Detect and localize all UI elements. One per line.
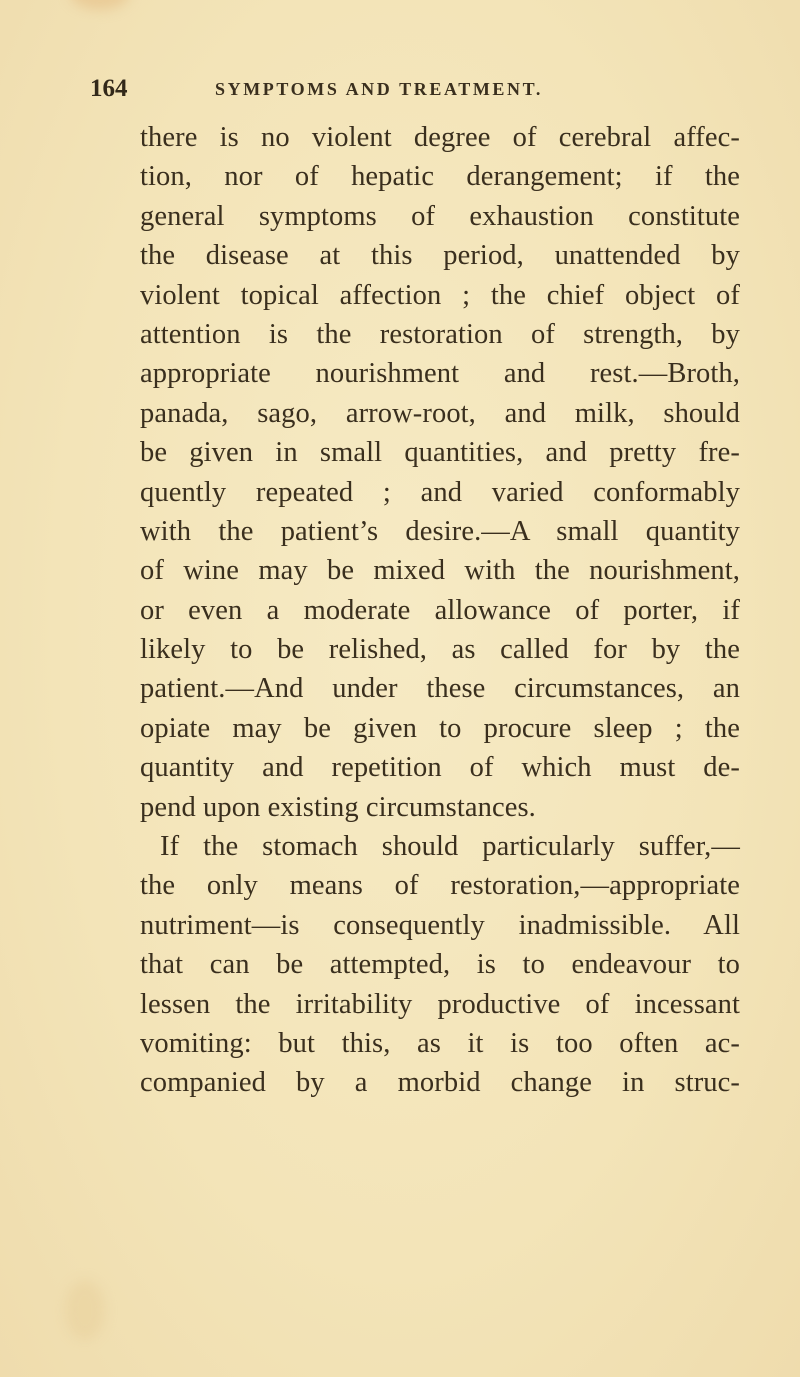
text-line: tion, nor of hepatic derangement; if the: [140, 161, 740, 193]
text-line: lessen the irritability productive of incessant: [140, 988, 740, 1020]
text-line: with the patient’s desire.—A small quantity: [140, 515, 740, 547]
text-line: there is no violent degree of cerebral affec-: [140, 122, 740, 153]
text-line: or even a moderate allowance of porter, if: [140, 594, 740, 626]
page-header: [90, 75, 710, 105]
paragraph-start-line: If the stomach should particularly suffer,—: [160, 831, 740, 863]
paper-stain: [65, 1280, 105, 1340]
text-line: companied by a morbid change in struc-: [140, 1067, 740, 1099]
text-line: quently repeated ; and varied conformably: [140, 476, 740, 508]
text-line: that can be attempted, is to endeavour to: [140, 949, 740, 981]
running-head: SYMPTOMS AND TREATMENT.: [215, 79, 543, 99]
text-line: the only means of restoration,—appropriate: [140, 870, 740, 902]
text-line: panada, sago, arrow-root, and milk, should: [140, 397, 740, 429]
text-line: the disease at this period, unattended by: [140, 240, 740, 272]
text-line: be given in small quantities, and pretty fre-: [140, 437, 740, 469]
text-line: vomiting: but this, as it is too often ac-: [140, 1027, 740, 1059]
text-line: likely to be relished, as called for by the: [140, 634, 740, 666]
body-text: [140, 118, 740, 1103]
text-line: quantity and repetition of which must de-: [140, 752, 740, 784]
page-number: 164: [90, 75, 128, 102]
paper-stain: [70, 0, 130, 10]
text-line: violent topical affection ; the chief object of: [140, 279, 740, 311]
text-line: appropriate nourishment and rest.—Broth,: [140, 358, 740, 390]
text-line: opiate may be given to procure sleep ; the: [140, 712, 740, 744]
text-line: nutriment—is consequently inadmissible. All: [140, 909, 740, 941]
text-line: general symptoms of exhaustion constitute: [140, 200, 740, 232]
text-line: of wine may be mixed with the nourishment,: [140, 555, 740, 587]
text-line: patient.—And under these circumstances, an: [140, 673, 740, 705]
text-line: pend upon existing circumstances.: [140, 791, 536, 823]
text-line: attention is the restoration of strength, by: [140, 318, 740, 350]
